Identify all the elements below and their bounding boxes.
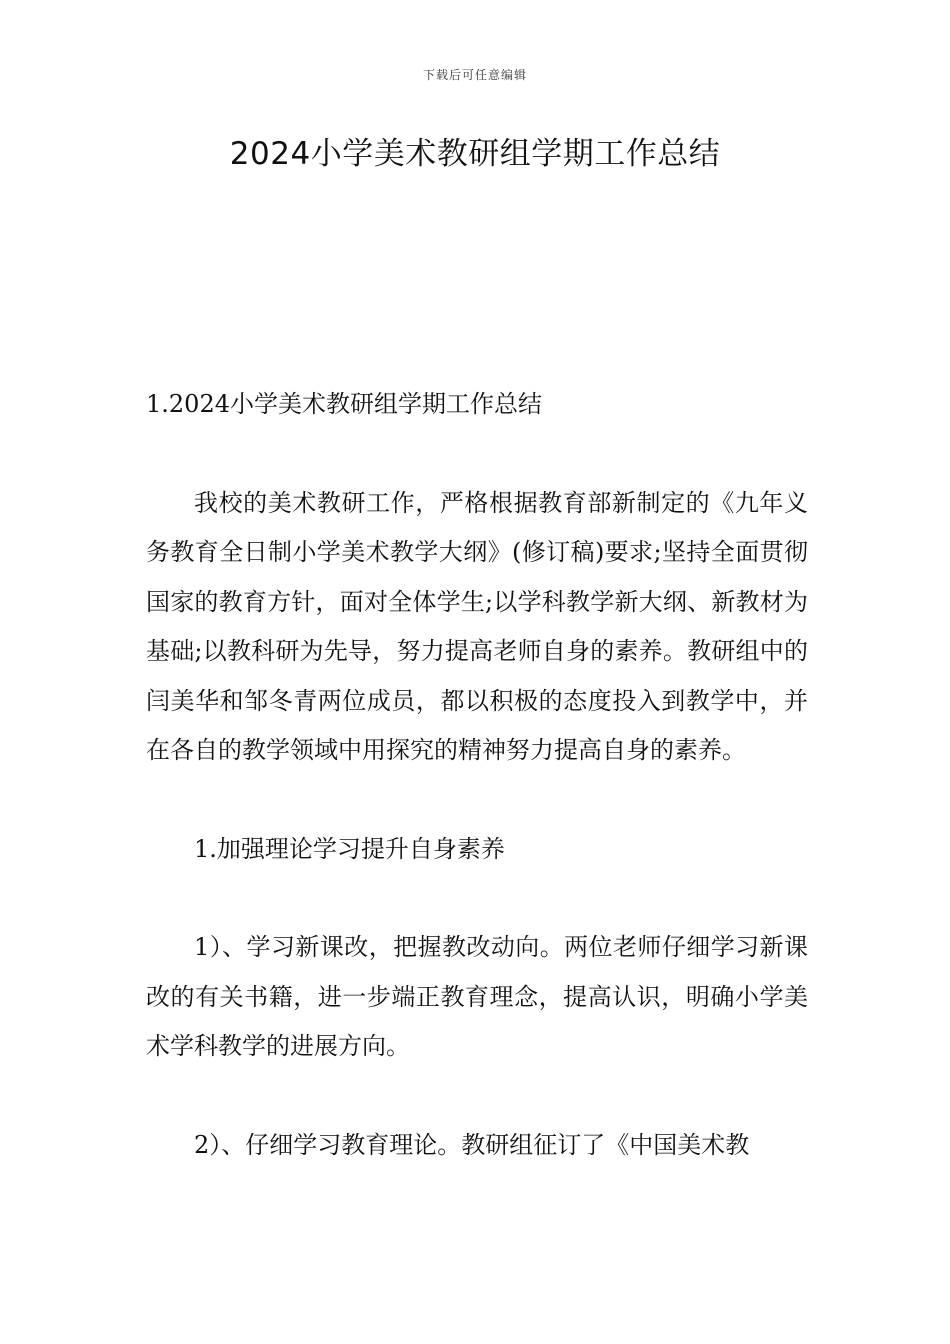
intro-paragraph: 我校的美术教研工作，严格根据教育部新制定的《九年义务教育全日制小学美术教学大纲》(修订稿)要求;坚持全面贯彻国家的教育方针，面对全体学生;以学科教学新大纲、新教材为基础;以教科研为先导，努力提高老师自身的素养。教研组中的闫美华和邹冬青两位成员，都以积极的态度投入到教学中，并在各自的教学领域中用探究的精神努力提高自身的素养。 (146, 488, 808, 764)
subheading: 1.加强理论学习提升自身素养 (194, 834, 505, 863)
document-title: 2024小学美术教研组学期工作总结 (229, 136, 721, 172)
section-heading: 1.2024小学美术教研组学期工作总结 (146, 390, 542, 418)
document-body (146, 380, 808, 1219)
header-note: 下载后可任意编辑 (422, 68, 527, 82)
list-item: 2）、仔细学习教育理论。教研组征订了《中国美术教 (194, 1130, 750, 1159)
list-item: 1）、学习新课改，把握教改动向。两位老师仔细学习新课改的有关书籍，进一步端正教育理念，提高认识，明确小学美术学科教学的进展方向。 (146, 933, 808, 1060)
